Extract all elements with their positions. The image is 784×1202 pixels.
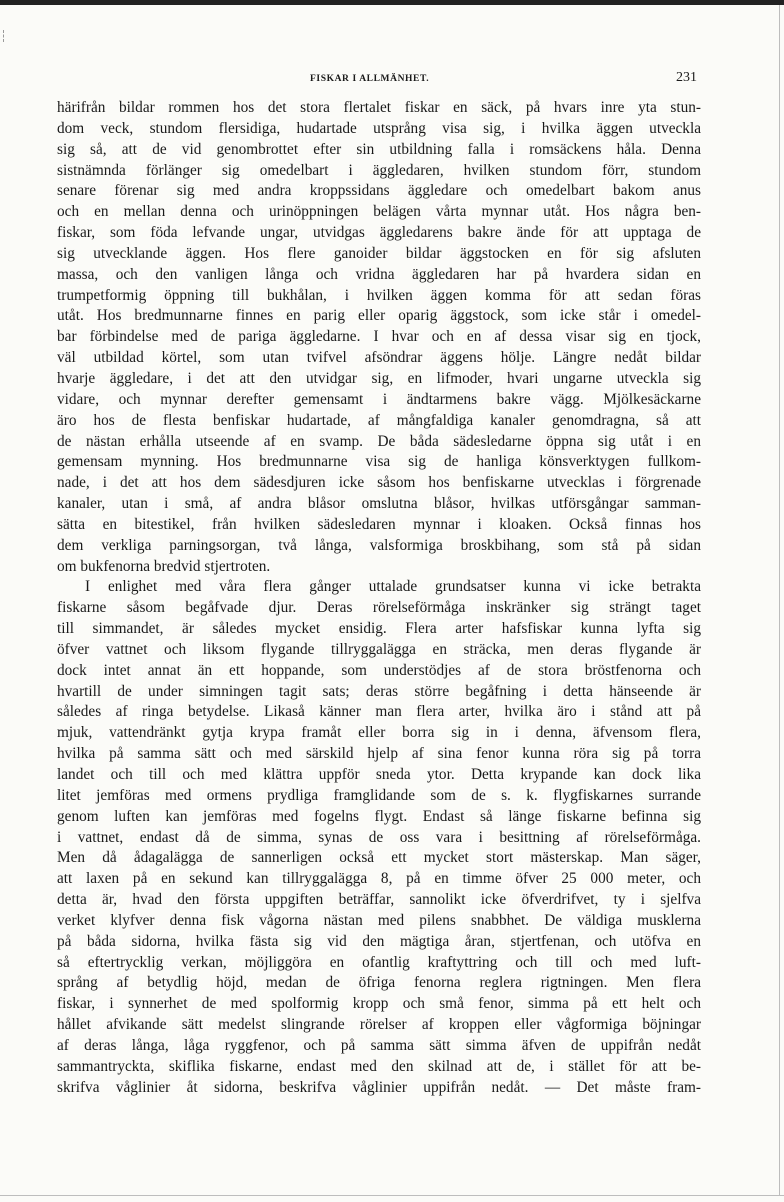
text-line: landet och till och med klättra uppför sneda ytor. Detta krypande kan dock lika [57,766,701,783]
text-line: öfver vattnet och liksom flygande tillryggalägga en sträcka, men deras flygande är [57,640,701,658]
text-line: dock intet annat än ett hoppande, som understödjes af de stora bröstfenorna och [57,661,701,679]
text-line: kanaler, utan i små, af andra blåsor omslutna blåsor, hvilkas utförsgångar samman- [57,495,701,513]
text-line: Men då ådagalägga de sannerligen också ett mycket stort mästerskap. Man säger, [57,849,701,867]
text-line: så eftertrycklig verkan, möjliggöra en ofantlig kraftyttring och till och med luft- [57,953,701,971]
text-line: på båda sidorna, hvilka fästa sig vid den mägtiga åran, stjertfenan, och utöfva en [57,932,701,950]
text-line: fiskar, som föda lefvande ungar, utvidgas äggledarens bakre ände för att upptaga de [57,224,701,242]
text-line: hvilka på samma sätt och med särskild hjelp af sina fenor kunna röra sig på torra [57,745,701,763]
body-text [57,98,701,1099]
text-line: dom veck, stundom flersidiga, hudartade utsprång visa sig, i hvilka äggen utveckla [57,119,701,137]
text-line: utåt. Hos bredmunnarne finnes en parig eller oparig äggstock, som icke står i omedel- [57,307,701,325]
text-line: verket klyfver denna fisk vågorna nästan med pilens snabbhet. De väldiga musklerna [57,911,701,929]
margin-mark [3,30,6,42]
text-line: och en mellan denna och urinöppningen belägen vårta mynnar utåt. Hos några ben- [57,203,701,221]
text-line: sig utvecklande äggen. Hos flere ganoider bildar äggstocken en för sig afsluten [57,244,701,262]
text-line: språng af betydlig höjd, medan de öfriga fenorna reglera rigtningen. Men flera [57,974,701,992]
text-line: gemensam mynning. Hos bredmunnarne visa sig de hanliga könsverktygen fullkom- [57,453,701,471]
text-line: fiskarne såsom begåfvade djur. Deras rörelseförmåga inskränker sig strängt taget [57,599,701,617]
text-line: hållet afvikande sätt medelst slingrande rörelser af kroppen eller vågformiga böjningar [57,1016,701,1034]
scan-edge-right [779,5,780,1195]
text-line: af deras långa, låga ryggfenor, och på samma sätt simma äfven de uppifrån nedåt [57,1036,701,1054]
text-line: således af ringa betydelse. Likaså känner man flera arter, hvilka äro i stånd att på [57,703,701,721]
text-line: trumpetformig öppning till bukhålan, i hvilken äggen komma för att sedan föras [57,286,701,304]
text-line: I enlighet med våra flera gånger uttalade grundsatser kunna vi icke betrakta [85,578,701,596]
text-line: skrifva våglinier åt sidorna, beskrifva våglinier uppifrån nedåt. — Det måste fram- [57,1078,701,1096]
text-line: fiskar, i synnerhet de med spolformig kropp och små fenor, simma på ett helt och [57,995,701,1013]
text-line: genom luften kan jemföras med fogelns flygt. Endast så länge fiskarne befinna sig [57,807,701,825]
text-line: nade, i det att hos dem sädesdjuren icke såsom hos benfiskarne utvecklas i förgrenade [57,474,701,492]
text-line: att laxen på en sekund kan tillryggalägga 8, på en timme öfver 25 000 meter, och [57,870,701,888]
text-line: litet jemföras med ormens prydliga framglidande som de s. k. flygfiskarnes surrande [57,786,701,804]
text-line: senare förenar sig med andra kroppssidans äggledare och omedelbart bakom anus [57,182,701,200]
page-number: 231 [676,70,697,85]
text-line: äro hos de flesta benfiskar hudartade, af mångfaldiga kanaler genomdragna, så att [57,411,701,429]
text-line: sig så, att de vid genombrottet efter sin utbildning falla i romsäckens håla. Denna [57,140,701,158]
text-line: detta är, hvad den första uppgiften beträffar, sannolikt icke öfverdrifvet, ty i sjelfva [57,891,701,909]
text-line: mjuk, vattendränkt gytja krypa framåt eller borra sig in i denna, äfvensom flera, [57,724,701,742]
text-line: de nästan erhålla utseende af en svamp. De båda sädesledarne öppna sig utåt i en [57,432,701,450]
text-line: härifrån bildar rommen hos det stora flertalet fiskar en säck, på hvars inre yta stun- [57,99,701,116]
text-line: hvarje äggledare, i det att den utvidgar sig, en lifmoder, hvari ungarne utveckla sig [57,369,701,387]
scan-edge-bottom [0,1195,784,1196]
text-line: vidare, och mynnar derefter gemensamt i ändtarmens bakre vägg. Mjölkesäckarne [57,390,701,408]
text-line: bar förbindelse med de pariga äggledarne. I hvar och en af dessa visar sig en tjock, [57,328,701,346]
text-line: sammantryckta, skiflika fiskarne, endast med den skilnad att de, i stället för att be- [57,1057,701,1075]
running-title: FISKAR I ALLMÄNHET. [310,74,430,84]
text-line: dem verkliga parningsorgan, två långa, valsformiga broskbihang, som stå på sidan [57,536,701,554]
text-line: om bukfenorna bredvid stjertroten. [57,557,271,575]
scan-edge-top [0,0,784,5]
text-line: hvartill de under simningen tagit sats; deras större begåfning i detta hänseende är [57,682,701,700]
text-line: i vattnet, endast då de simma, synas de oss vara i besittning af rörelseförmåga. [57,828,701,846]
text-line: massa, och den vanligen långa och vridna äggledaren har på hvardera sidan en [57,265,701,283]
text-line: väl utbildad körtel, som utan tvifvel afsöndrar äggens hölje. Längre nedåt bildar [57,349,701,367]
text-line: sätta en bitestikel, från hvilken sädesledaren mynnar i kloaken. Också finnas hos [57,515,701,533]
text-line: till simmandet, är således mycket ensidig. Flera arter hafsfiskar kunna lyfta sig [57,620,701,638]
text-line: sistnämnda förlänger sig omedelbart i äggledaren, hvilken stundom förr, stundom [57,161,701,179]
